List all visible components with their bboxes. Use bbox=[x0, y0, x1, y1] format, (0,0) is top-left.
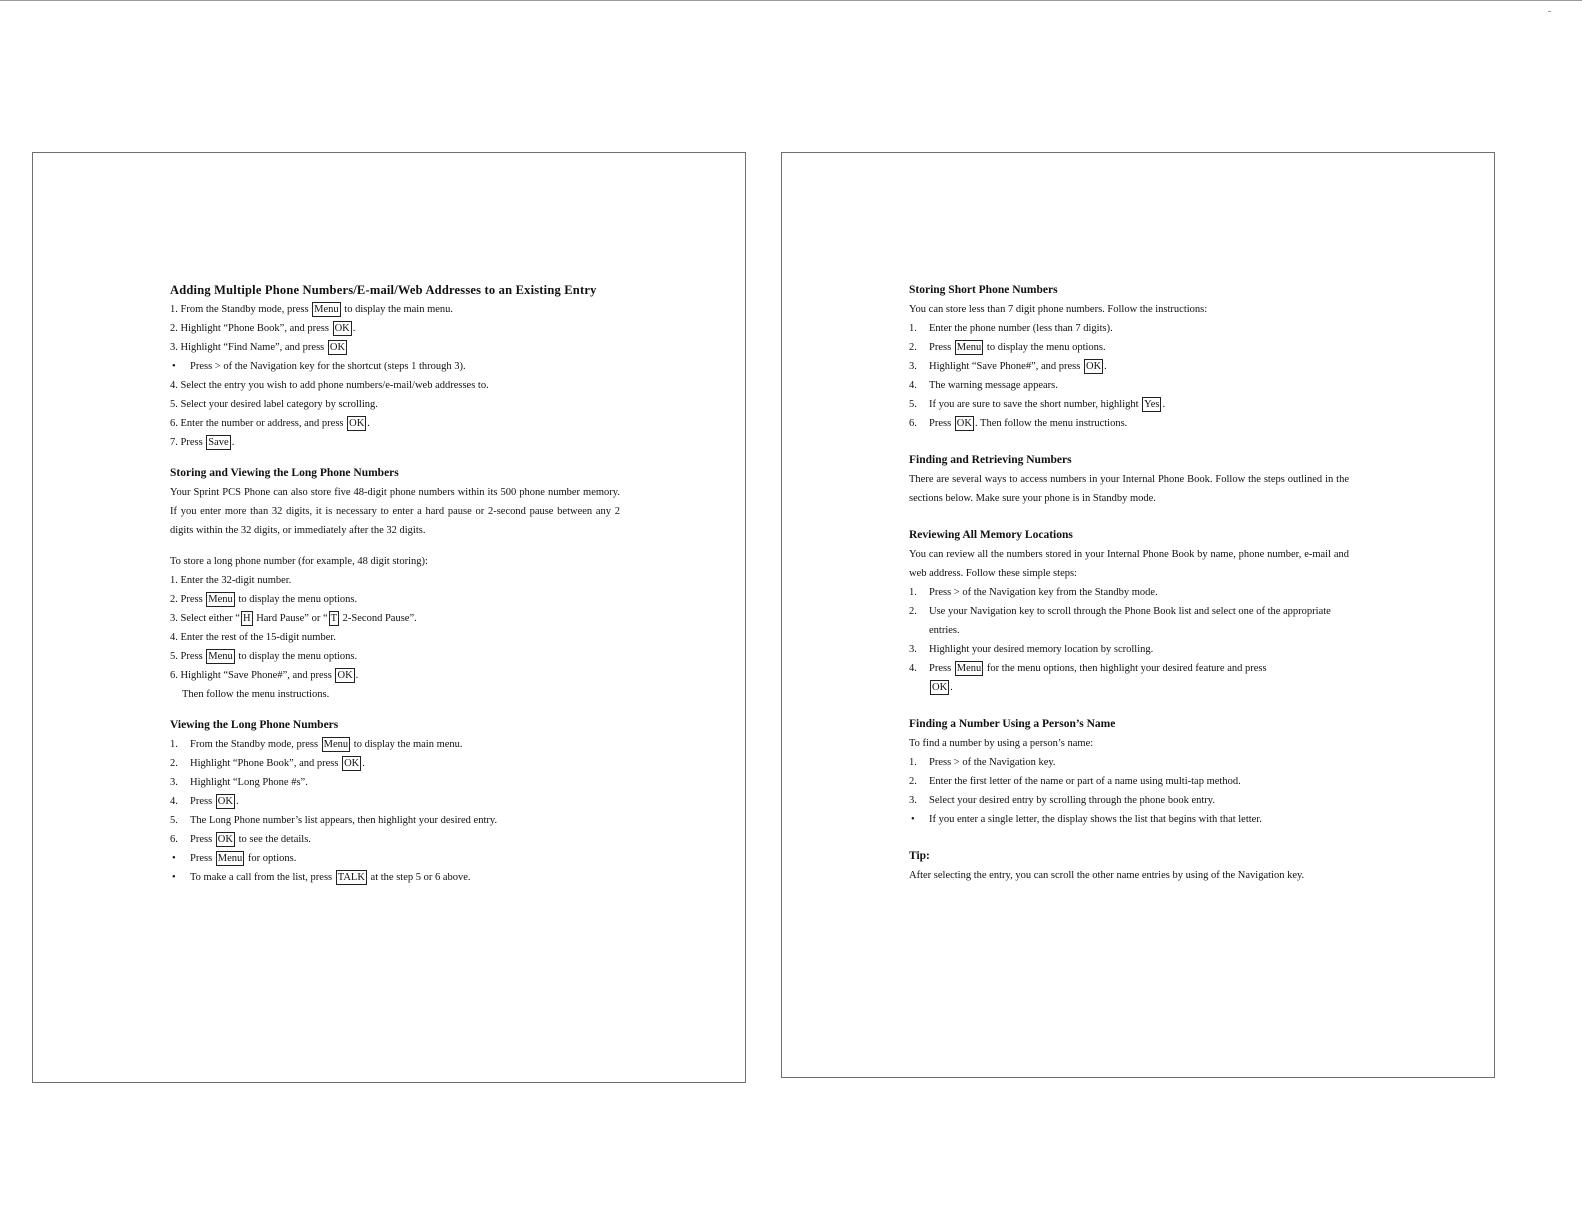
paragraph: Your Sprint PCS Phone can also store five 48-digit phone numbers within its 500 phone number memory. If you enter more than 32 digits, it is necessary to enter a hard pause or 2-second pause between any 2 digits within the 32 digits, or immediately after the 32 digits. bbox=[170, 487, 620, 536]
step-number: 6. bbox=[170, 834, 178, 845]
step-text: to display the menu options. bbox=[235, 651, 358, 662]
ok-key: OK bbox=[1085, 361, 1102, 372]
step-text: . bbox=[1162, 399, 1166, 410]
ok-key: OK bbox=[217, 834, 233, 845]
step-text: . bbox=[1104, 361, 1107, 372]
step bbox=[170, 319, 620, 338]
step-number: 3. bbox=[909, 644, 917, 655]
step-text: 3. Select either “ bbox=[170, 613, 240, 624]
step-text: Use your Navigation key to scroll through the Phone Book list and select one of the appropriate entries. bbox=[929, 606, 1331, 636]
step-number: 4. bbox=[909, 663, 917, 674]
heading-reviewing-memory: Reviewing All Memory Locations bbox=[909, 529, 1073, 541]
bullet-icon: • bbox=[172, 872, 176, 883]
step-text: 2-Second Pause”. bbox=[340, 613, 417, 624]
step bbox=[170, 811, 620, 830]
step bbox=[170, 773, 620, 792]
bullet-item bbox=[909, 810, 1349, 829]
step-text: . bbox=[352, 323, 356, 334]
step-text: 5. Press bbox=[170, 651, 206, 662]
step: 1. Enter the 32-digit number. bbox=[170, 575, 292, 586]
paragraph: You can review all the numbers stored in your Internal Phone Book by name, phone number, e-mail and web address. Follow these simple steps: bbox=[909, 549, 1349, 579]
right-page bbox=[781, 152, 1495, 1078]
step-text: If you are sure to save the short number, highlight bbox=[929, 399, 1142, 410]
spacer bbox=[909, 508, 1349, 526]
spacer bbox=[170, 704, 620, 716]
menu-key: Menu bbox=[956, 663, 982, 674]
step bbox=[170, 754, 620, 773]
spacer bbox=[170, 452, 620, 464]
step-text: to display the menu options. bbox=[235, 594, 358, 605]
step bbox=[170, 433, 620, 452]
step-text: . bbox=[367, 418, 370, 429]
step bbox=[170, 338, 620, 357]
step bbox=[170, 792, 620, 811]
step bbox=[909, 338, 1349, 357]
talk-key: TALK bbox=[337, 872, 365, 883]
step bbox=[170, 414, 620, 433]
scan-mark bbox=[1548, 11, 1551, 12]
menu-key: Menu bbox=[323, 739, 349, 750]
step-text: to display the main menu. bbox=[341, 304, 454, 315]
menu-key: Menu bbox=[956, 342, 982, 353]
bullet-text: Press bbox=[190, 853, 215, 864]
step-text: 3. Highlight “Find Name”, and press bbox=[170, 342, 327, 353]
step bbox=[170, 735, 620, 754]
step-text: Select your desired entry by scrolling through the phone book entry. bbox=[929, 795, 1215, 806]
right-page-content bbox=[909, 281, 1349, 885]
step bbox=[909, 791, 1349, 810]
bullet-icon: • bbox=[911, 814, 915, 825]
bullet-icon: • bbox=[172, 361, 176, 372]
menu-key: Menu bbox=[314, 304, 339, 315]
step bbox=[909, 753, 1349, 772]
step bbox=[909, 659, 1349, 678]
step-text: Enter the first letter of the name or part of a name using multi-tap method. bbox=[929, 776, 1241, 787]
paragraph: There are several ways to access numbers in your Internal Phone Book. Follow the steps outlined in the sections below. Make sure your phone is in Standby mode. bbox=[909, 474, 1349, 504]
bullet-item bbox=[170, 868, 620, 887]
step-number: 3. bbox=[909, 361, 917, 372]
tip-text: After selecting the entry, you can scroll the other name entries by using of the Navigation key. bbox=[909, 870, 1305, 881]
step-text: for the menu options, then highlight your desired feature and press bbox=[984, 663, 1267, 674]
step-text: 1. From the Standby mode, press bbox=[170, 304, 312, 315]
menu-key: Menu bbox=[208, 594, 233, 605]
step-text: Highlight your desired memory location by scrolling. bbox=[929, 644, 1154, 655]
bullet-item bbox=[170, 357, 620, 376]
step-text: Press bbox=[190, 834, 215, 845]
step bbox=[909, 395, 1349, 414]
yes-key: Yes bbox=[1144, 399, 1160, 410]
step-number: 1. bbox=[170, 739, 178, 750]
step-text: . bbox=[362, 758, 365, 769]
step-text: Press > of the Navigation key. bbox=[929, 757, 1056, 768]
step-text: to see the details. bbox=[235, 834, 311, 845]
ok-key: OK bbox=[344, 758, 360, 769]
ok-key: OK bbox=[329, 342, 346, 353]
step-number: 5. bbox=[909, 399, 917, 410]
heading-finding-retrieving: Finding and Retrieving Numbers bbox=[909, 454, 1072, 466]
step bbox=[909, 602, 1349, 640]
paragraph: To find a number by using a person’s name: bbox=[909, 738, 1094, 749]
step-text: . bbox=[231, 437, 235, 448]
step-text: Hard Pause” or “ bbox=[253, 613, 328, 624]
bullet-item bbox=[170, 849, 620, 868]
left-page bbox=[32, 152, 746, 1083]
heading-viewing-long: Viewing the Long Phone Numbers bbox=[170, 719, 339, 731]
step-number: 3. bbox=[909, 795, 917, 806]
heading-storing-long: Storing and Viewing the Long Phone Numbers bbox=[170, 467, 399, 479]
step bbox=[170, 590, 620, 609]
step-text: Press > of the Navigation key from the Standby mode. bbox=[929, 587, 1158, 598]
step-number: 2. bbox=[909, 606, 917, 617]
step bbox=[170, 300, 620, 319]
step-text: . bbox=[235, 796, 239, 807]
step-text: 6. Enter the number or address, and press bbox=[170, 418, 347, 429]
step bbox=[909, 357, 1349, 376]
bullet-icon: • bbox=[172, 853, 176, 864]
ok-key: OK bbox=[217, 796, 233, 807]
bullet-text: at the step 5 or 6 above. bbox=[367, 872, 471, 883]
step-text: 6. Highlight “Save Phone#”, and press bbox=[170, 670, 335, 681]
step-continuation: Then follow the menu instructions. bbox=[182, 689, 330, 700]
ok-key: OK bbox=[349, 418, 365, 429]
step-number: 5. bbox=[170, 815, 178, 826]
step-text: . bbox=[355, 670, 359, 681]
step-number: 1. bbox=[909, 323, 917, 334]
menu-key: Menu bbox=[217, 853, 243, 864]
step bbox=[170, 609, 620, 628]
step-text: 7. Press bbox=[170, 437, 206, 448]
step-text: The Long Phone number’s list appears, then highlight your desired entry. bbox=[190, 815, 498, 826]
step-number: 1. bbox=[909, 757, 917, 768]
step bbox=[909, 583, 1349, 602]
paragraph: You can store less than 7 digit phone numbers. Follow the instructions: bbox=[909, 304, 1208, 315]
step bbox=[170, 830, 620, 849]
step-text: Enter the phone number (less than 7 digits). bbox=[929, 323, 1113, 334]
step bbox=[909, 414, 1349, 433]
ok-key: OK bbox=[932, 682, 948, 693]
step-text: Press bbox=[929, 418, 954, 429]
ok-key: OK bbox=[337, 670, 353, 681]
step bbox=[909, 772, 1349, 791]
step-number: 1. bbox=[909, 587, 917, 598]
step-continuation bbox=[909, 678, 1349, 697]
bullet-text: for options. bbox=[245, 853, 297, 864]
step-text: Highlight “Save Phone#”, and press bbox=[929, 361, 1083, 372]
step-text: From the Standby mode, press bbox=[190, 739, 321, 750]
save-key: Save bbox=[208, 437, 229, 448]
left-page-content bbox=[170, 281, 620, 887]
step-text: Highlight “Phone Book”, and press bbox=[190, 758, 342, 769]
heading-adding-multiple: Adding Multiple Phone Numbers/E-mail/Web Addresses to an Existing Entry bbox=[170, 283, 597, 297]
t-key: T bbox=[330, 613, 338, 624]
step-text: to display the menu options. bbox=[984, 342, 1106, 353]
h-key: H bbox=[242, 613, 251, 624]
step bbox=[909, 319, 1349, 338]
step-number: 2. bbox=[170, 758, 178, 769]
step bbox=[909, 376, 1349, 395]
step-text: to display the main menu. bbox=[351, 739, 463, 750]
step-text: . Then follow the menu instructions. bbox=[974, 418, 1128, 429]
menu-key: Menu bbox=[208, 651, 233, 662]
top-rule bbox=[0, 0, 1582, 1]
bullet-text: To make a call from the list, press bbox=[190, 872, 335, 883]
ok-key: OK bbox=[956, 418, 972, 429]
step-text: 2. Highlight “Phone Book”, and press bbox=[170, 323, 332, 334]
step-text: 2. Press bbox=[170, 594, 206, 605]
step-number: 6. bbox=[909, 418, 917, 429]
ok-key: OK bbox=[334, 323, 350, 334]
step-text: Press bbox=[929, 342, 954, 353]
step-number: 4. bbox=[170, 796, 178, 807]
step-number: 2. bbox=[909, 776, 917, 787]
step bbox=[909, 640, 1349, 659]
bullet-text: If you enter a single letter, the display shows the list that begins with that letter. bbox=[929, 814, 1262, 825]
step-text: Press bbox=[929, 663, 954, 674]
lead-text: To store a long phone number (for example, 48 digit storing): bbox=[170, 556, 428, 567]
step-number: 4. bbox=[909, 380, 917, 391]
spacer bbox=[909, 433, 1349, 451]
step-text: The warning message appears. bbox=[929, 380, 1058, 391]
step bbox=[170, 647, 620, 666]
heading-tip: Tip: bbox=[909, 850, 930, 862]
spacer bbox=[909, 697, 1349, 715]
step-text: . bbox=[950, 682, 953, 693]
heading-find-by-name: Finding a Number Using a Person’s Name bbox=[909, 718, 1116, 730]
step: 4. Select the entry you wish to add phone numbers/e-mail/web addresses to. bbox=[170, 380, 489, 391]
heading-storing-short: Storing Short Phone Numbers bbox=[909, 284, 1058, 296]
step-number: 2. bbox=[909, 342, 917, 353]
step bbox=[170, 666, 620, 685]
spacer bbox=[170, 540, 620, 552]
step: 4. Enter the rest of the 15-digit number. bbox=[170, 632, 336, 643]
bullet-text: Press > of the Navigation key for the shortcut (steps 1 through 3). bbox=[190, 361, 466, 372]
step-text: Press bbox=[190, 796, 215, 807]
spacer bbox=[909, 829, 1349, 847]
step-text: Highlight “Long Phone #s”. bbox=[190, 777, 308, 788]
step: 5. Select your desired label category by scrolling. bbox=[170, 399, 378, 410]
step-number: 3. bbox=[170, 777, 178, 788]
